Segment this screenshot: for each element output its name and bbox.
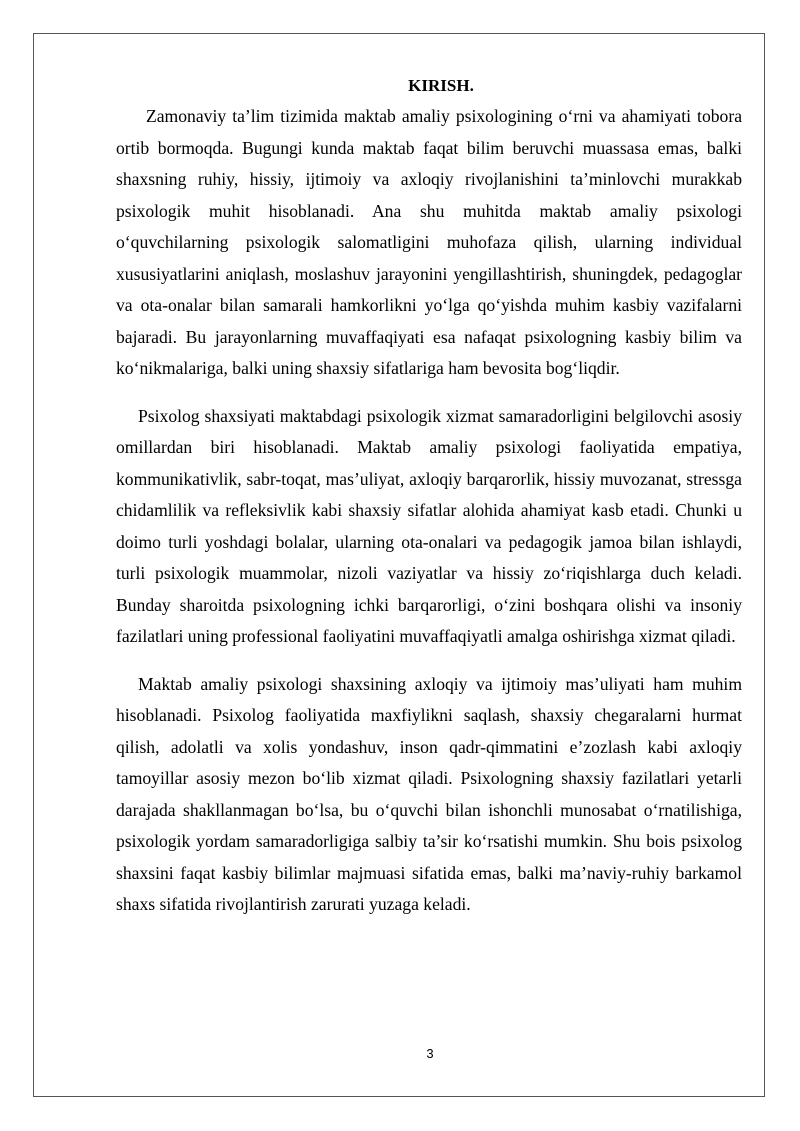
paragraph-1: Zamonaviy ta’lim tizimida maktab amaliy psixologining o‘rni va ahamiyati tobora ortib bormoqda. Bugungi kunda maktab faqat bilim beruvchi muassasa emas, balki shaxsning ruhiy, hissiy, ijtimoiy va axloqiy rivojlanishini ta’minlovchi murakkab psixologik muhit hisoblanadi. Ana shu muhitda maktab amaliy psixologi o‘quvchilarning psixologik salomatligini muhofaza qilish, ularning individual xususiyatlarini aniqlash, moslashuv jarayonini yengillashtirish, shuningdek, pedagoglar va ota-onalar bilan samarali hamkorlikni yo‘lga qo‘yishda muhim kasbiy vazifalarni bajaradi. Bu jarayonlarning muvaffaqiyati esa nafaqat psixologning kasbiy bilim va ko‘nikmalariga, balki uning shaxsiy sifatlariga ham bevosita bog‘liqdir. — [116, 106, 742, 378]
paragraph-2: Psixolog shaxsiyati maktabdagi psixologik xizmat samaradorligini belgilovchi asosiy omillardan biri hisoblanadi. Maktab amaliy psixologi faoliyatida empatiya, kommunikativlik, sabr-toqat, mas’uliyat, axloqiy barqarorlik, hissiy muvozanat, stressga chidamlilik va refleksivlik kabi shaxsiy sifatlar alohida ahamiyat kasb etadi. Chunki u doimo turli yoshdagi bolalar, ularning ota-onalari va pedagogik jamoa bilan ishlaydi, turli psixologik muammolar, nizoli vaziyatlar va hissiy zo‘riqishlarga duch keladi. Bunday sharoitda psixologning ichki barqarorligi, o‘zini boshqara olishi va insoniy fazilatlari uning professional faoliyatini muvaffaqiyatli amalga oshirishga xizmat qiladi. — [116, 405, 742, 646]
section-title: KIRISH. — [408, 76, 474, 95]
page-number: 3 — [426, 1046, 434, 1061]
paragraph-3: Maktab amaliy psixologi shaxsining axloqiy va ijtimoiy mas’uliyati ham muhim hisoblanadi. Psixolog faoliyatida maxfiylikni saqlash, shaxsiy chegaralarni hurmat qilish, adolatli va xolis yondashuv, inson qadr-qimmatini e’zozlash kabi axloqiy tamoyillar asosiy mezon bo‘lib xizmat qiladi. Psixologning shaxsiy fazilatlari yetarli darajada shakllanmagan bo‘lsa, bu o‘quvchi bilan ishonchli munosabat o‘rnatilishiga, psixologik yordam samaradorligiga salbiy ta’sir ko‘rsatishi mumkin. Shu bois psixolog shaxsini faqat kasbiy bilimlar majmuasi sifatida emas, balki ma’naviy-ruhiy barkamol shaxs sifatida rivojlantirish zarurati yuzaga keladi. — [116, 673, 742, 914]
document-body — [116, 70, 742, 937]
